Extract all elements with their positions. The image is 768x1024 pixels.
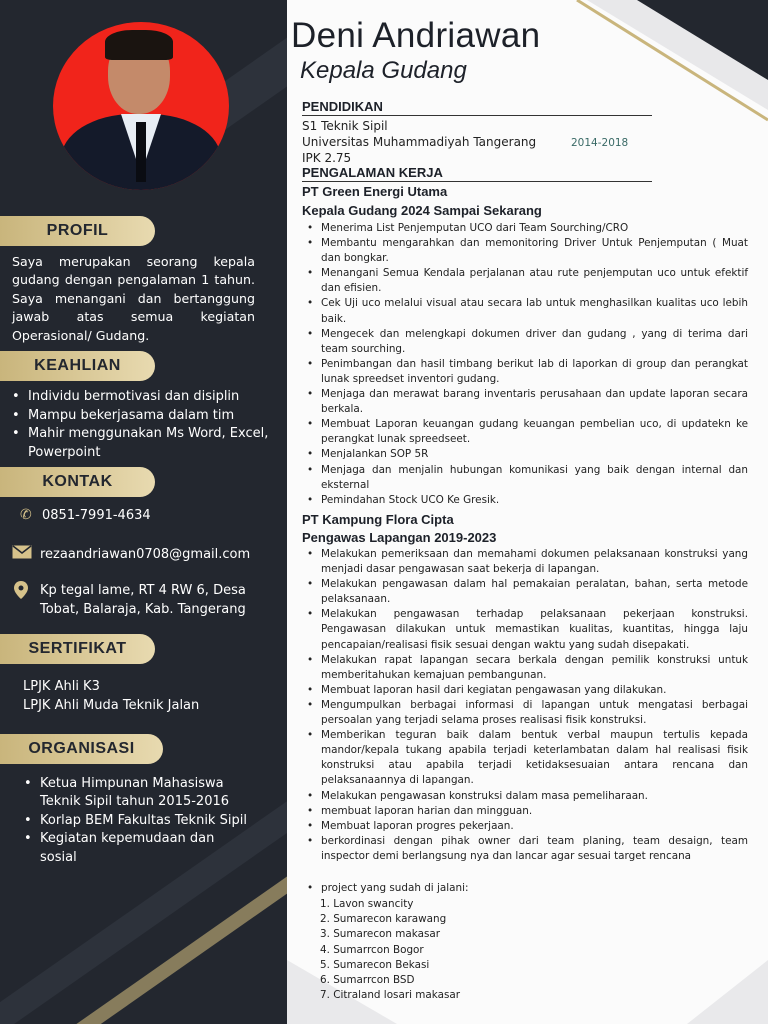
list-item: • Membuat Laporan keuangan gudang keuangan pembelian uco, di updatekn ke perangkat lunak spreedseet. (305, 417, 748, 447)
task-list (305, 221, 748, 508)
profil-text: Saya merupakan seorang kepala gudang dengan pengalaman 1 tahun. Saya menangani dan bertanggung jawab atas semua kegiatan Operasional/ Gudang. (12, 254, 255, 343)
list-item: • Mampu bekerjasama dalam tim (12, 407, 272, 426)
phone-icon: ✆ (20, 507, 32, 523)
education-years: 2014-2018 (571, 137, 629, 149)
phone-row (20, 506, 151, 525)
kontak-heading: KONTAK (0, 467, 155, 497)
list-item: • Cek Uji uco melalui visual atau secara lab untuk menghasilkan kualitas uco lebih baik. (305, 296, 748, 326)
page-title: Deni Andriawan (291, 16, 541, 55)
list-item: • Mahir menggunakan Ms Word, Excel, Powerpoint (12, 425, 272, 462)
profil-heading: PROFIL (0, 216, 155, 246)
list-item: • Melakukan pengawasan dalam hal pemakaian peralatan, bahan, serta metode pelaksanaan. (305, 577, 748, 607)
skills-list (12, 388, 272, 462)
list-item: • Melakukan pengawasan terhadap pelaksanaan pekerjaan konstruksi. Pengawasan dilakukan untuk memastikan kualitas, kuantitas, hingga laju pencapaian/realisasi fisik sesuai dengan waktu yang sudah disepakati. (305, 607, 748, 652)
list-item: 3. Sumarecon makasar (320, 928, 441, 941)
list-item: • Menjaga dan merawat barang inventaris perusahaan dan update laporan secara berkala. (305, 387, 748, 417)
list-item: • Menangani Semua Kendala perjalanan atau rute penjemputan uco untuk efektif dan efisien. (305, 266, 748, 296)
list-item: • Pemindahan Stock UCO Ke Gresik. (305, 493, 748, 508)
list-item: 4. Sumarrcon Bogor (320, 943, 424, 956)
list-item: 7. Citraland losari makasar (320, 989, 461, 1002)
list-item: • Memberikan teguran baik dalam bentuk verbal maupun tertulis kepada mandor/kepala tukang apabila terjadi keterlambatan dalam hal realisasi fisik konstruksi atau apabila terjadi ketidaksesuaian antara rencana dan pelaksanaannya di lapangan. (305, 728, 748, 788)
organization-list (24, 775, 254, 867)
pendidikan-heading: PENDIDIKAN (302, 99, 652, 116)
list-item: • Ketua Himpunan Mahasiswa Teknik Sipil tahun 2015-2016 (24, 775, 254, 812)
list-item: 2. Sumarecon karawang (320, 913, 447, 926)
list-item: • Korlap BEM Fakultas Teknik Sipil (24, 812, 254, 830)
list-item: • berkordinasi dengan pihak owner dari team planing, team desaign, team inspector demi berlangsung nya dan lancar agar sesuai target rencana (305, 834, 748, 864)
list-item: • Membuat laporan hasil dari kegiatan pengawasan yang dilakukan. (305, 683, 748, 698)
address-row (14, 581, 264, 619)
list-item: • membuat laporan harian dan mingguan. (305, 804, 748, 819)
company-name: PT Green Energi Utama (302, 184, 448, 199)
certificate-list (23, 677, 199, 715)
list-item: • Melakukan pengawasan konstruksi dalam masa pemeliharaan. (305, 789, 748, 804)
list-item: • Individu bermotivasi dan disiplin (12, 388, 272, 407)
list-item: 5. Sumarecon Bekasi (320, 958, 430, 971)
task-list (305, 547, 748, 864)
list-item: • Mengumpulkan berbagai informasi di lapangan untuk mengatasi berbagai persoalan yang terjadi selama proses realisasi fisik konstruksi. (305, 698, 748, 728)
projects-label: • project yang sudah di jalani: (305, 882, 468, 894)
list-item: LPJK Ahli Muda Teknik Jalan (23, 698, 200, 713)
location-pin-icon (14, 581, 40, 605)
list-item: • Menjaga dan menjalin hubungan komunikasi yang baik dengan internal dan eksternal (305, 463, 748, 493)
school-name: Universitas Muhammadiyah Tangerang (302, 135, 537, 149)
list-item: • Menerima List Penjemputan UCO dari Team Sourching/CRO (305, 221, 748, 236)
email-row (12, 545, 250, 565)
list-item: • Mengecek dan melengkapi dokumen driver dan gudang , yang di terima dari team sourching. (305, 327, 748, 357)
list-item: 6. Sumarrcon BSD (320, 974, 415, 987)
list-item: • Membuat laporan progres pekerjaan. (305, 819, 748, 834)
profile-photo (53, 22, 229, 190)
list-item: • Penimbangan dan hasil timbang berikut lab di laporkan di group dan perangkat lunak spreedset inventori gudang. (305, 357, 748, 387)
degree: S1 Teknik Sipil (302, 119, 388, 133)
list-item: • Melakukan pemeriksaan dan memahami dokumen pelaksanaan konstruksi yang menjadi dasar pengawasan saat bekerja di lapangan. (305, 547, 748, 577)
list-item: • Membantu mengarahkan dan memonitoring Driver Untuk Penjemputan ( Muat dan bongkar. (305, 236, 748, 266)
list-item: • Kegiatan kepemudaan dan sosial (24, 830, 254, 867)
sertifikat-heading: SERTIFIKAT (0, 634, 155, 664)
ipk-score: IPK 2.75 (302, 151, 352, 165)
list-item: • Menjalankan SOP 5R (305, 447, 748, 462)
job-role: Pengawas Lapangan 2019-2023 (302, 530, 497, 545)
list-item: LPJK Ahli K3 (23, 679, 100, 694)
list-item: 1. Lavon swancity (320, 898, 414, 910)
mail-icon (12, 545, 40, 565)
keahlian-heading: KEAHLIAN (0, 351, 155, 381)
address-text: Kp tegal lame, RT 4 RW 6, Desa Tobat, Balaraja, Kab. Tangerang (40, 583, 246, 617)
job-title: Kepala Gudang (300, 57, 467, 84)
list-item: • Melakukan rapat lapangan secara berkala dengan pemilik konstruksi untuk memberitahukan kemajuan pembangunan. (305, 653, 748, 683)
organisasi-heading: ORGANISASI (0, 734, 163, 764)
job-role: Kepala Gudang 2024 Sampai Sekarang (302, 203, 542, 218)
projects-list (320, 897, 460, 1003)
pengalaman-heading: PENGALAMAN KERJA (302, 165, 652, 182)
phone-number[interactable]: 0851-7991-4634 (42, 508, 151, 523)
email-address[interactable]: rezaandriawan0708@gmail.com (40, 547, 251, 562)
company-name: PT Kampung Flora Cipta (302, 512, 454, 527)
